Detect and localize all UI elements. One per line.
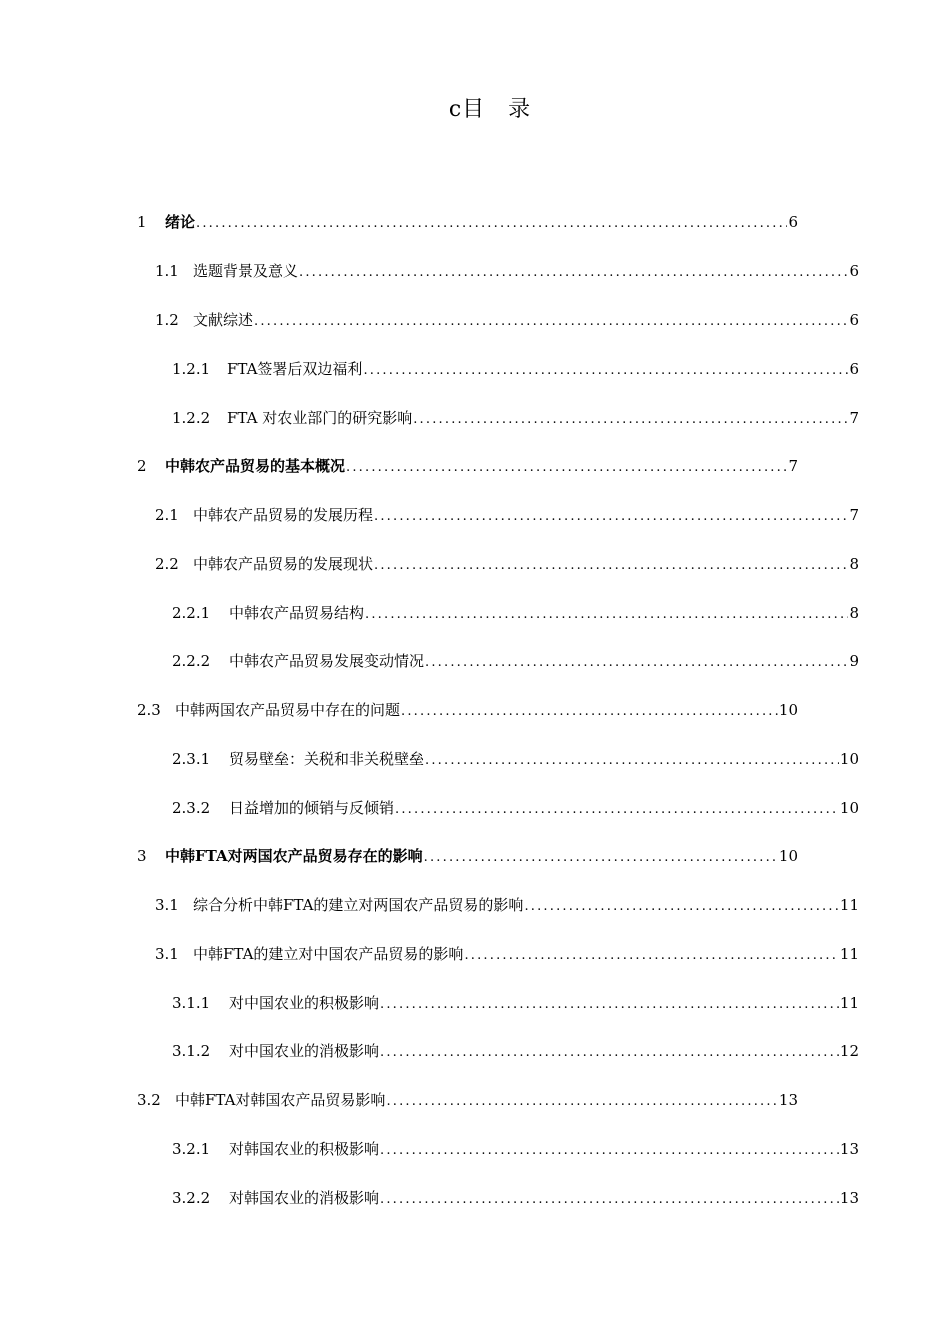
toc-entry[interactable] [172,1039,859,1063]
toc-entry[interactable] [172,649,859,673]
toc-entry[interactable] [155,552,859,576]
dot-leader [362,359,848,381]
toc-entry-number: 2.3 [137,701,161,719]
toc-entry-title: FTA 对农业部门的研究影响 [227,409,413,427]
toc-entry-page: 6 [788,213,798,231]
toc-entry-number: 2 [137,457,147,475]
toc-entry[interactable] [137,1088,798,1112]
page-title: c目 录 [448,97,532,122]
toc-entry-page: 10 [839,799,859,817]
dot-leader [385,1090,777,1112]
toc-entry[interactable] [155,503,859,527]
toc-entry-page: 10 [778,701,798,719]
toc-entry-title: 贸易壁垒：关税和非关税壁垒 [229,750,425,768]
toc-entry-number: 2.2.1 [172,604,211,622]
toc-entry-page: 6 [849,262,859,280]
toc-entry-number: 2.2.2 [172,652,211,670]
toc-entry-number: 1.1 [155,262,179,280]
toc-entry-title: 对中国农业的消极影响 [229,1042,380,1060]
dot-leader [379,1139,839,1161]
dot-leader [412,408,848,430]
toc-entry-number: 3.2 [137,1091,161,1109]
toc-entry-page: 7 [849,506,859,524]
toc-entry-number: 3.2.2 [172,1189,211,1207]
toc-entry-number: 3.1 [155,945,179,963]
toc-entry[interactable] [172,796,859,820]
toc-entry-page: 10 [778,847,798,865]
toc-entry-number: 3 [137,847,147,865]
toc-entry-title: 对中国农业的积极影响 [229,994,380,1012]
dot-leader [423,846,778,868]
toc-entry-title: 中韩农产品贸易结构 [229,604,365,622]
toc-entry[interactable] [172,357,859,381]
toc-entry-title: 中韩FTA对两国农产品贸易存在的影响 [165,847,423,865]
toc-entry[interactable] [172,747,859,771]
toc-entry-title: 中韩FTA对韩国农产品贸易影响 [175,1091,386,1109]
toc-entry-number: 1.2 [155,311,179,329]
dot-leader [253,310,848,332]
toc-entry-page: 8 [849,555,859,573]
toc-entry-page: 13 [839,1189,859,1207]
toc-entry[interactable] [137,210,798,234]
toc-entry-title: 中韩FTA的建立对中国农产品贸易的影响 [193,945,464,963]
toc-entry-title: 选题背景及意义 [193,262,299,280]
toc-entry-title: 绪论 [165,213,196,231]
toc-entry-title: 中韩两国农产品贸易中存在的问题 [175,701,401,719]
toc-entry-number: 3.2.1 [172,1140,211,1158]
toc-entry-title: 中韩农产品贸易发展变动情况 [229,652,425,670]
toc-entry-number: 3.1.1 [172,994,211,1012]
toc-entry[interactable] [172,406,859,430]
toc-entry[interactable] [137,454,798,478]
dot-leader [463,944,838,966]
toc-entry-title: 日益增加的倾销与反倾销 [229,799,395,817]
toc-entry[interactable] [172,1137,859,1161]
dot-leader [379,1041,839,1063]
toc-entry-page: 11 [839,896,859,914]
toc-entry-page: 11 [839,945,859,963]
toc-entry-number: 2.1 [155,506,179,524]
toc-entry[interactable] [172,991,859,1015]
toc-entry-page: 7 [849,409,859,427]
dot-leader [364,603,848,625]
dot-leader [373,554,848,576]
toc-entry[interactable] [137,844,798,868]
toc-entry-page: 6 [849,311,859,329]
toc-entry-page: 12 [839,1042,859,1060]
dot-leader [379,993,839,1015]
toc-entry-page: 13 [778,1091,798,1109]
toc-entry-title: 对韩国农业的积极影响 [229,1140,380,1158]
dot-leader [400,700,778,722]
dot-leader [373,505,848,527]
toc-entry[interactable] [155,942,859,966]
toc-entry-number: 2.2 [155,555,179,573]
toc-entry-page: 13 [839,1140,859,1158]
toc-entry-title: 中韩农产品贸易的发展历程 [193,506,374,524]
toc-entry[interactable] [155,308,859,332]
toc-entry[interactable] [137,698,798,722]
toc-entry-page: 11 [839,994,859,1012]
toc-entry-number: 2.3.1 [172,750,211,768]
toc-entry-title: 综合分析中韩FTA的建立对两国农产品贸易的影响 [193,896,524,914]
dot-leader [379,1188,839,1210]
toc-entry-number: 1 [137,213,147,231]
dot-leader [424,651,848,673]
toc-entry-title: 文献综述 [193,311,254,329]
toc-entry-title: 中韩农产品贸易的发展现状 [193,555,374,573]
dot-leader [345,456,787,478]
toc-entry-title: 中韩农产品贸易的基本概况 [165,457,346,475]
toc-entry-page: 10 [839,750,859,768]
dot-leader [523,895,838,917]
dot-leader [394,798,839,820]
toc-entry-number: 1.2.2 [172,409,211,427]
toc-entry[interactable] [155,259,859,283]
toc-entry[interactable] [155,893,859,917]
dot-leader [424,749,839,771]
toc-entry-page: 9 [849,652,859,670]
dot-leader [195,212,787,234]
toc-entry-title: 对韩国农业的消极影响 [229,1189,380,1207]
toc-entry-page: 8 [849,604,859,622]
toc-entry-number: 3.1 [155,896,179,914]
toc-entry-number: 1.2.1 [172,360,211,378]
toc-entry-page: 7 [788,457,798,475]
toc-entry[interactable] [172,1186,859,1210]
toc-entry-number: 3.1.2 [172,1042,211,1060]
dot-leader [298,261,848,283]
toc-entry-number: 2.3.2 [172,799,211,817]
toc-entry[interactable] [172,601,859,625]
toc-entry-title: FTA签署后双边福利 [227,360,363,378]
toc-entry-page: 6 [849,360,859,378]
